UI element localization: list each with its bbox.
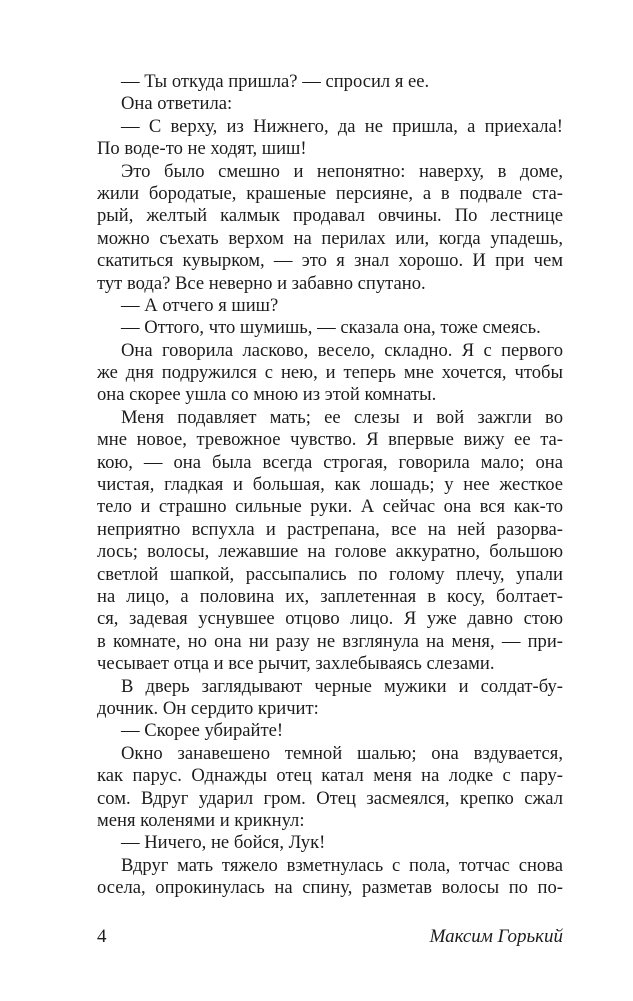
running-footer-author: Максим Горький [429, 926, 563, 947]
text-line: Окно занавешено темной шалью; она вздувается, [121, 742, 563, 764]
page-footer [97, 924, 563, 950]
text-line: Вдруг мать тяжело взметнулась с пола, тотчас снова [121, 854, 563, 876]
text-line: тело и страшно сильные руки. А сейчас она вся как-то [97, 496, 563, 518]
text-line: лось; волосы, лежавшие на голове аккуратно, большою [97, 541, 563, 563]
text-line: можно съехать верхом на перилах или, когда упадешь, [97, 227, 563, 249]
text-line: кою, — она была всегда строгая, говорила мало; она [97, 451, 563, 473]
text-line: Она ответила: [121, 93, 233, 115]
text-line: В дверь заглядывают черные мужики и солдат-бу- [121, 675, 563, 697]
text-line: Она говорила ласково, весело, складно. Я с первого [121, 339, 563, 361]
text-line: в комнате, но она ни разу не взглянула на меня, — при- [97, 630, 563, 652]
text-line: По воде-то не ходят, шиш! [97, 138, 307, 160]
text-line: Меня подавляет мать; ее слезы и вой зажгли во [121, 406, 563, 428]
text-line: неприятно вспухла и растрепана, все на ней разорва- [97, 518, 563, 540]
text-line: светлой шапкой, рассыпались по голому плечу, упали [97, 563, 563, 585]
text-line: как парус. Однажды отец катал меня на лодке с пару- [97, 765, 563, 787]
text-line: на лицо, а половина их, заплетенная в косу, болтает- [97, 585, 563, 607]
text-line: она скорее ушла со мною из этой комнаты. [97, 384, 437, 406]
text-line: дочник. Он сердито кричит: [97, 697, 319, 719]
text-line: — С верху, из Нижнего, да не пришла, а приехала! [121, 115, 563, 137]
text-line: тут вода? Все неверно и забавно спутано. [97, 272, 426, 294]
page-number: 4 [97, 926, 107, 947]
text-line: осела, опрокинулась на спину, разметав волосы по по- [97, 877, 563, 899]
text-line: чесывает отца и все рычит, захлебываясь слезами. [97, 653, 495, 675]
text-line: сом. Вдруг ударил гром. Отец засмеялся, крепко сжал [97, 787, 563, 809]
text-line: ся, задевая уснувшее отцово лицо. Я уже давно стою [97, 608, 563, 630]
text-line: — Оттого, что шумишь, — сказала она, тоже смеясь. [121, 317, 541, 339]
page-body-text [97, 71, 563, 899]
text-line: — Ничего, не бойся, Лук! [121, 832, 326, 854]
text-line: жили бородатые, крашеные персияне, а в подвале ста- [97, 182, 563, 204]
text-line: — А отчего я шиш? [121, 294, 279, 316]
text-line: же дня подружился с нею, и теперь мне хочется, чтобы [97, 362, 563, 384]
text-line: рый, желтый калмык продавал овчины. По лестнице [97, 205, 563, 227]
text-line: — Скорее убирайте! [121, 720, 284, 742]
text-line: чистая, гладкая и большая, как лошадь; у нее жесткое [97, 474, 563, 496]
text-line: Это было смешно и непонятно: наверху, в доме, [121, 160, 563, 182]
text-line: — Ты откуда пришла? — спросил я ее. [121, 71, 430, 92]
text-line: мне новое, тревожное чувство. Я впервые вижу ее та- [97, 429, 563, 451]
text-line: скатиться кувырком, — это я знал хорошо. И при чем [97, 250, 563, 272]
text-line: меня коленями и крикнул: [97, 809, 305, 831]
